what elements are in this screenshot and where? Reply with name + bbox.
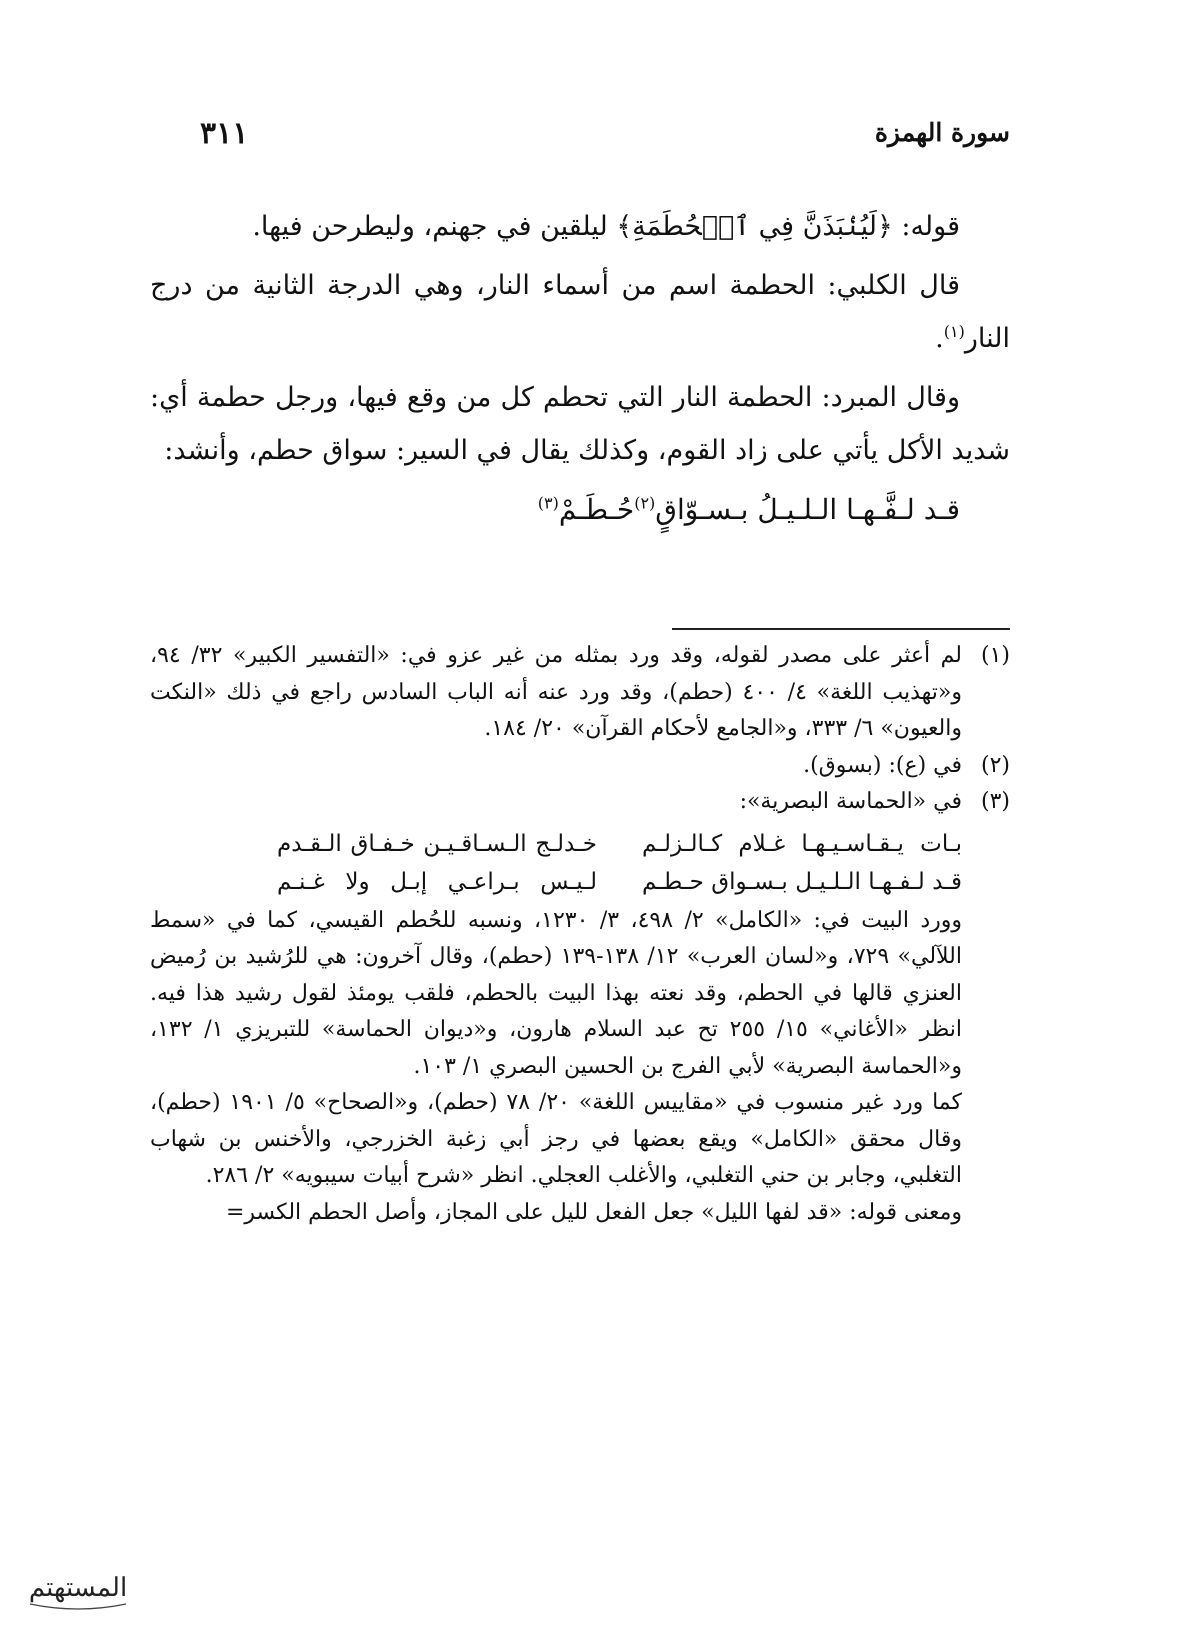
paragraph-2-text: قال الكلبي: الحطمة اسم من أسماء النار، وهي الدرجة الثانية من درج النار: [150, 270, 1010, 354]
poem: [150, 825, 962, 901]
surah-title: سورة الهمزة: [874, 118, 1010, 147]
footnote-text: لم أعثر على مصدر لقوله، وقد ورد بمثله من غير عزو في: «التفسير الكبير» ٣٢/ ٩٤، و«تهذيب اللغة» ٤/ ٤٠٠ (حطم)، وقد ورد عنه أنه الباب السادس راجع في ذلك «النكت والعيون» ٦/ ٣٣٣، و«الجامع لأحكام القرآن» ٢٠/ ١٨٤.: [150, 643, 963, 741]
footnote-1: [150, 638, 1010, 748]
hemistich: خـدلـج الـسـاقـيـن خـفـاق الـقـدم: [277, 830, 597, 857]
footnote-ref-3: (٣): [537, 493, 559, 513]
footnote-3: [150, 784, 1010, 903]
poem-verse: [150, 863, 962, 901]
verse-part-b: حُـطَـمْ: [558, 493, 635, 526]
footnote-3-intro: في «الحماسة البصرية»:: [739, 789, 962, 814]
paragraph-3: وقال المبرد: الحطمة النار التي تحطم كل من وقع فيها، ورجل حطمة أي: شديد الأكل يأتي على زاد القوم، وكذلك يقال في السير: سواق حطم، وأنشد:: [150, 382, 1010, 466]
footnote-ref-1: (١): [943, 322, 965, 341]
footnote-ref-2: (٢): [634, 493, 656, 513]
hemistich: بـات يـقـاسـيـهـا غـلام كـالـزلـم: [642, 830, 962, 857]
poem-verse: [150, 825, 962, 863]
footnote-2: [150, 748, 1010, 785]
verse-line: [150, 483, 1010, 536]
paragraph-1: قوله: ﴿لَيُنۢبَذَنَّ فِي ٱلۡحُطَمَةِ﴾ ليلقين في جهنم، وليطرحن فيها.: [252, 211, 960, 242]
footnote-text: [150, 784, 962, 903]
verse-part-a: قـد لـفَّـهـا الـلـيـلُ بـسـوّاقٍ: [655, 493, 960, 526]
hemistich: قـد لـفـهـا الـلـيـل بـسـواق حـطـم: [642, 868, 962, 895]
footnote-3-continued: [150, 903, 1010, 1232]
footnotes: [150, 638, 1010, 1231]
footnote-number: (٢): [980, 752, 1010, 778]
footnote-number: (١): [980, 643, 1010, 668]
footnote-separator: [672, 628, 1010, 630]
paragraph-2-end: .: [935, 323, 944, 354]
watermark-text: المستهتم: [28, 1573, 128, 1603]
page-number: ٣١١: [200, 116, 249, 151]
footnote-3-more-sources: كما ورد غير منسوب في «مقاييس اللغة» ٢٠/ ٧٨ (حطم)، و«الصحاح» ٥/ ١٩٠١ (حطم)، وقال محقق «الكامل» ويقع بعضها في رجز أبي زغبة الخزرجي، والأخنس بن شهاب التغلبي، وجابر بن حني التغلبي، والأغلب العجلي. انظر «شرح أبيات سيبويه» ٢/ ٢٨٦.: [150, 1090, 962, 1188]
running-head: [200, 118, 1010, 158]
watermark-logo: [18, 1560, 138, 1620]
paragraph-2: [150, 259, 1010, 365]
hemistich: لـيـس بـراعـي إبـل ولا غـنـم: [277, 868, 597, 895]
footnote-3-meaning: ومعنى قوله: «قد لفها الليل» جعل الفعل لليل على المجاز، وأصل الحطم الكسر=: [225, 1199, 962, 1225]
footnote-3-sources: وورد البيت في: «الكامل» ٢/ ٤٩٨، ٣/ ١٢٣٠، ونسبه للحُطم القيسي، كما في «سمط اللآلي» ٧٢٩، و«لسان العرب» ١٢/ ١٣٨-١٣٩ (حطم)، وقال آخرون: هي للرُشيد بن رُميض العنزي قالها في الحطم، وقد نعته بهذا البيت بالحطم، فلقب يومئذ لقول رشيد هذا فيه. انظر «الأغاني» ١٥/ ٢٥٥ تح عبد السلام هارون، و«ديوان الحماسة» للتبريزي ١/ ١٣٢، و«الحماسة البصرية» لأبي الفرج بن الحسين البصري ١/ ١٠٣.: [150, 907, 963, 1079]
watermark-flourish: [30, 1604, 126, 1609]
main-text: [150, 200, 1010, 542]
footnote-number: (٣): [980, 789, 1010, 814]
footnote-text: في (ع): (بسوق).: [803, 752, 962, 778]
